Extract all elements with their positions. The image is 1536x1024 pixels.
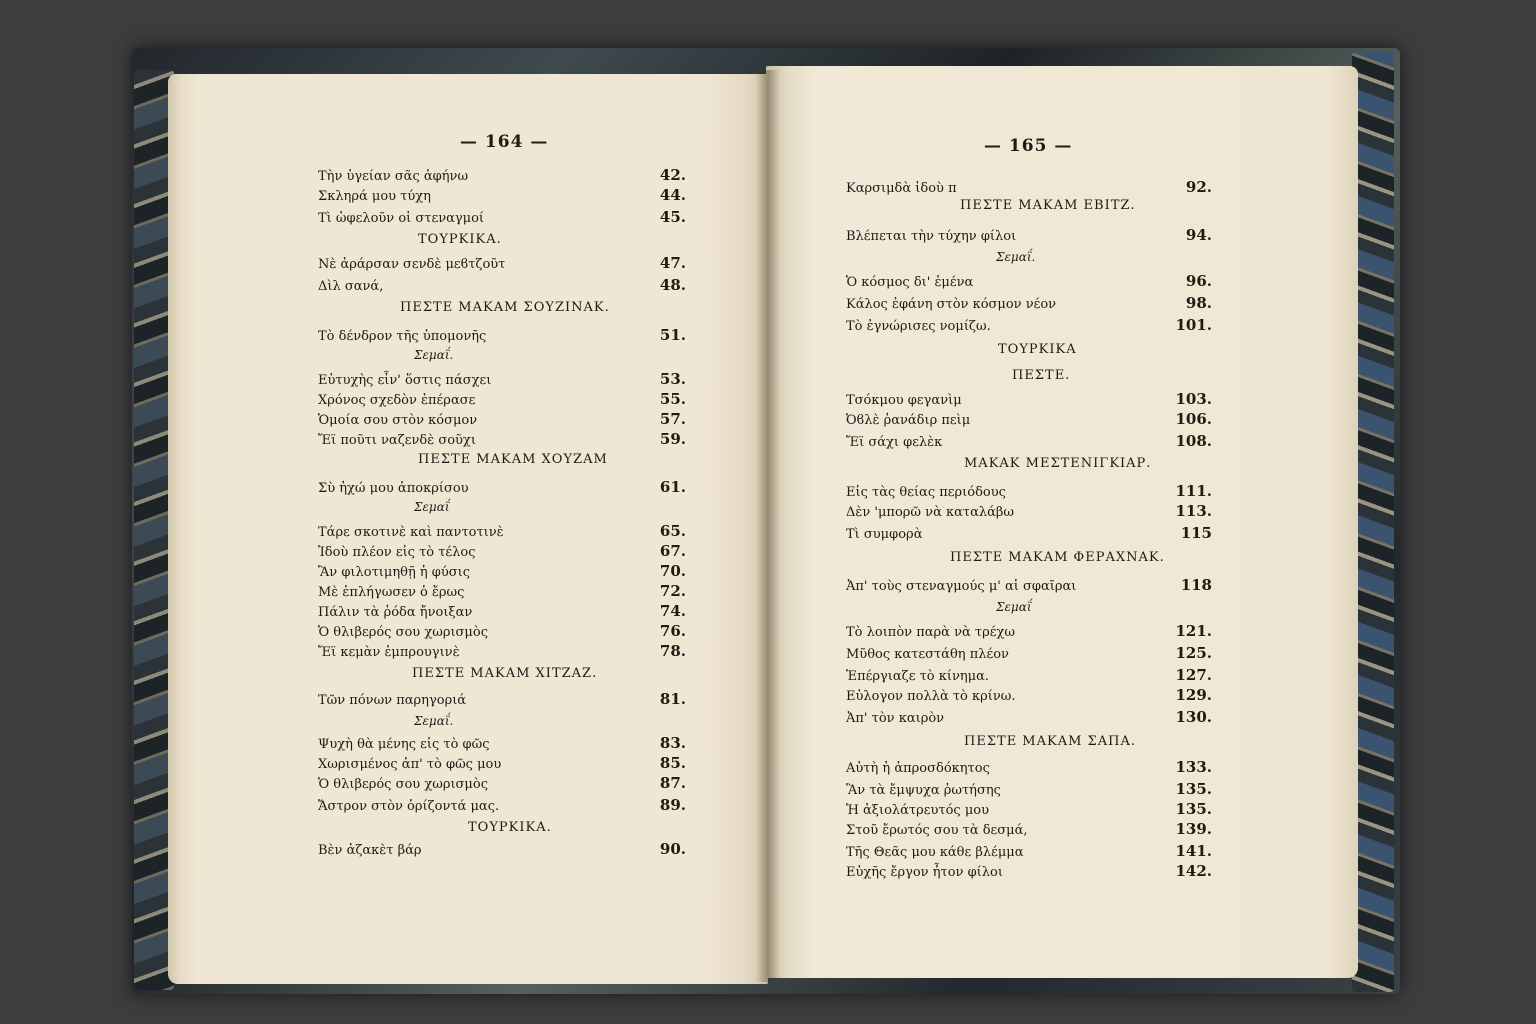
entry-page-number: 87. (659, 774, 686, 792)
index-entry (318, 690, 686, 710)
entry-page-number: 55. (659, 390, 686, 408)
entry-title: Ἀπ' τοὺς στεναγμούς μ' αἱ σφαῖραι (846, 579, 1077, 594)
entry-page-number: 101. (1175, 316, 1212, 334)
index-entry (846, 502, 1212, 522)
entry-title: Σκληρά μου τύχη (318, 189, 431, 204)
entry-page-number: 111. (1175, 482, 1212, 500)
entry-page-number: 135. (1175, 780, 1212, 798)
entry-page-number: 103. (1175, 390, 1212, 408)
entry-title: Ὀϐλὲ ῥανάδιρ πεὶμ (846, 413, 971, 428)
entry-page-number: 81. (659, 690, 686, 708)
entry-title: Στοῦ ἔρωτός σου τὰ δεσμά, (846, 823, 1028, 838)
entry-page-number: 89. (659, 796, 686, 814)
index-entry (846, 272, 1212, 292)
index-entry (318, 562, 686, 582)
entry-title: Ψυχὴ θὰ μένης εἰς τὸ φῶς (318, 737, 490, 752)
entry-title: Εὐτυχὴς εἶν' ὅστις πάσχει (318, 373, 492, 388)
entry-title: Τὶ ὠφελοῦν οἱ στεναγμοί (318, 211, 485, 226)
entry-page-number: 51. (659, 326, 686, 344)
entry-page-number: 74. (659, 602, 686, 620)
index-entry (318, 582, 686, 602)
index-entry (318, 276, 686, 296)
index-entry (846, 294, 1212, 314)
right-page (766, 66, 1358, 978)
section-heading: ΠΕΣΤΕ ΜΑΚΑΜ ΧΟΥΖΑΜ (418, 452, 608, 467)
index-entry (318, 430, 686, 450)
entry-page-number: 118 (1180, 576, 1212, 594)
entry-title: Βλέπεται τὴν τύχην φίλοι (846, 229, 1017, 244)
subsection-label: Σεμαΐ (414, 500, 450, 514)
entry-title: Χρόνος σχεδὸν ἐπέρασε (318, 393, 476, 408)
entry-page-number: 85. (659, 754, 686, 772)
entry-page-number: 72. (659, 582, 686, 600)
index-entry (846, 820, 1212, 840)
entry-title: Ὁ κόσμος δι' ἐμένα (846, 275, 974, 290)
entry-title: Μὲ ἐπλήγωσεν ὁ ἔρως (318, 585, 465, 600)
index-entry (846, 708, 1212, 728)
index-entry (846, 842, 1212, 862)
index-entry (846, 178, 1212, 198)
entry-title: Τάρε σκοτινὲ καὶ παντοτινὲ (318, 525, 504, 540)
index-entry (846, 686, 1212, 706)
entry-page-number: 141. (1175, 842, 1212, 860)
index-entry (846, 226, 1212, 246)
entry-title: Τὶ συμφορὰ (846, 527, 923, 542)
index-entry (318, 326, 686, 346)
entry-title: Τὸ δένδρον τῆς ὑπομονῆς (318, 329, 487, 344)
entry-title: Ἂν τὰ ἔμψυχα ῥωτήσης (846, 783, 1001, 798)
entry-title: Τῆς Θεᾶς μου κάθε βλέμμα (846, 845, 1024, 860)
index-entry (318, 410, 686, 430)
entry-title: Ἡ ἀξιολάτρευτός μου (846, 803, 989, 818)
index-entry (846, 622, 1212, 642)
page-number: — 164 — (460, 132, 549, 152)
entry-title: Τσόκμου φεγανὶμ (846, 393, 962, 408)
entry-title: Καρσιμδὰ ἰδοὺ π (846, 181, 957, 196)
section-heading: ΜΑΚΑΚ ΜΕΣΤΕΝΙΓΚΙΑΡ. (964, 456, 1152, 471)
index-entry (318, 542, 686, 562)
entry-page-number: 96. (1185, 272, 1212, 290)
entry-page-number: 129. (1175, 686, 1212, 704)
entry-title: Ἐπέργιαζε τὸ κίνημα. (846, 669, 989, 684)
entry-page-number: 70. (659, 562, 686, 580)
entry-title: Ὁμοία σου στὸν κόσμον (318, 413, 478, 428)
entry-page-number: 106. (1175, 410, 1212, 428)
index-entry (846, 432, 1212, 452)
index-entry (318, 390, 686, 410)
entry-title: Ἔϊ σάχι φελὲκ (846, 435, 943, 450)
index-entry (846, 576, 1212, 596)
entry-page-number: 142. (1175, 862, 1212, 880)
index-entry (318, 734, 686, 754)
entry-page-number: 44. (659, 186, 686, 204)
marbled-board-right (1352, 52, 1394, 992)
index-entry (318, 774, 686, 794)
entry-page-number: 135. (1175, 800, 1212, 818)
entry-page-number: 90. (659, 840, 686, 858)
entry-title: Ἄστρον στὸν ὁρίζοντά μας. (318, 799, 500, 814)
entry-page-number: 59. (659, 430, 686, 448)
index-entry (318, 642, 686, 662)
subsection-label: Σεμαΐ. (414, 348, 454, 362)
entry-page-number: 67. (659, 542, 686, 560)
section-heading: ΠΕΣΤΕ ΜΑΚΑΜ ΕΒΙΤΖ. (960, 198, 1136, 213)
entry-title: Σὺ ἠχώ μου ἀποκρίσου (318, 481, 469, 496)
index-entry (318, 622, 686, 642)
entry-title: Μῦθος κατεστάθη πλέον (846, 647, 1009, 662)
entry-title: Δὲν 'μπορῶ νὰ καταλάβω (846, 505, 1014, 520)
section-heading: ΠΕΣΤΕ ΜΑΚΑΜ ΣΟΥΖΙΝΑΚ. (400, 300, 610, 315)
entry-page-number: 108. (1175, 432, 1212, 450)
index-entry (846, 390, 1212, 410)
left-page (168, 74, 768, 984)
section-heading: ΤΟΥΡΚΙΚΑ (998, 342, 1077, 357)
section-heading: ΠΕΣΤΕ. (1012, 368, 1071, 383)
entry-title: Χωρισμένος ἀπ' τὸ φῶς μου (318, 757, 502, 772)
entry-page-number: 127. (1175, 666, 1212, 684)
section-heading: ΠΕΣΤΕ ΜΑΚΑΜ ΧΙΤΖΑΖ. (412, 666, 598, 681)
section-heading: ΠΕΣΤΕ ΜΑΚΑΜ ΣΑΠΑ. (964, 734, 1136, 749)
entry-page-number: 139. (1175, 820, 1212, 838)
index-entry (846, 666, 1212, 686)
entry-page-number: 47. (659, 254, 686, 272)
entry-title: Ἂν φιλοτιμηθῇ ἡ φύσις (318, 565, 471, 580)
index-entry (846, 758, 1212, 778)
index-entry (318, 522, 686, 542)
entry-title: Ἔϊ ποῦτι ναζενδὲ σοῦχι (318, 433, 476, 448)
subsection-label: Σεμαΐ. (414, 714, 454, 728)
index-entry (318, 796, 686, 816)
index-entry (846, 800, 1212, 820)
index-entry (846, 524, 1212, 544)
entry-page-number: 94. (1185, 226, 1212, 244)
index-entry (318, 602, 686, 622)
entry-title: Ὁ θλιβερός σου χωρισμὸς (318, 625, 488, 640)
entry-page-number: 42. (659, 166, 686, 184)
index-entry (846, 316, 1212, 336)
entry-page-number: 133. (1175, 758, 1212, 776)
index-entry (318, 166, 686, 186)
entry-title: Εἰς τὰς θείας περιόδους (846, 485, 1006, 500)
entry-title: Κάλος ἐφάνη στὸν κόσμον νέον (846, 297, 1057, 312)
entry-title: Ὁ θλιβερός σου χωρισμὸς (318, 777, 488, 792)
entry-page-number: 115 (1180, 524, 1212, 542)
entry-page-number: 48. (659, 276, 686, 294)
index-entry (318, 840, 686, 860)
entry-title: Ἀπ' τὸν καιρὸν (846, 711, 945, 726)
entry-page-number: 78. (659, 642, 686, 660)
index-entry (318, 254, 686, 274)
index-entry (846, 410, 1212, 430)
entry-page-number: 121. (1175, 622, 1212, 640)
entry-title: Τὸ ἐγνώρισες νομίζω. (846, 319, 991, 334)
entry-page-number: 92. (1185, 178, 1212, 196)
index-entry (846, 644, 1212, 664)
entry-title: Εὐχῆς ἔργον ἦτον φίλοι (846, 865, 1003, 880)
entry-page-number: 113. (1175, 502, 1212, 520)
section-heading: ΠΕΣΤΕ ΜΑΚΑΜ ΦΕΡΑΧΝΑΚ. (950, 550, 1165, 565)
entry-title: Εὐλογον πολλὰ τὸ κρίνω. (846, 689, 1016, 704)
index-entry (846, 482, 1212, 502)
index-entry (318, 370, 686, 390)
section-heading: ΤΟΥΡΚΙΚΑ. (418, 232, 502, 247)
entry-page-number: 83. (659, 734, 686, 752)
entry-page-number: 98. (1185, 294, 1212, 312)
entry-title: Ἰδοὺ πλέον εἰς τὸ τέλος (318, 545, 476, 560)
index-entry (318, 208, 686, 228)
entry-page-number: 57. (659, 410, 686, 428)
page-number: — 165 — (984, 136, 1073, 156)
entry-page-number: 125. (1175, 644, 1212, 662)
entry-title: Τὸ λοιπὸν παρὰ νὰ τρέχω (846, 625, 1015, 640)
book-gutter (756, 70, 780, 982)
section-heading: ΤΟΥΡΚΙΚΑ. (468, 820, 552, 835)
entry-title: Πάλιν τὰ ῥόδα ἤνοιξαν (318, 605, 473, 620)
entry-page-number: 45. (659, 208, 686, 226)
entry-title: Δὶλ σανά, (318, 279, 384, 294)
index-entry (318, 478, 686, 498)
entry-title: Τῶν πόνων παρηγοριά (318, 693, 467, 708)
entry-title: Ἔϊ κεμὰν ἐμπρουγινὲ (318, 645, 460, 660)
entry-page-number: 53. (659, 370, 686, 388)
index-entry (318, 186, 686, 206)
entry-title: Βὲν ἀζακὲτ βάρ (318, 843, 422, 858)
entry-page-number: 76. (659, 622, 686, 640)
subsection-label: Σεμαΐ. (996, 250, 1036, 264)
entry-title: Νὲ ἀράρσαν σενδὲ μεϐτζοῦτ (318, 257, 506, 272)
index-entry (846, 780, 1212, 800)
entry-page-number: 130. (1175, 708, 1212, 726)
entry-title: Αὐτὴ ἡ ἀπροσδόκητος (846, 761, 990, 776)
index-entry (846, 862, 1212, 882)
entry-page-number: 61. (659, 478, 686, 496)
index-entry (318, 754, 686, 774)
entry-title: Τὴν ὑγείαν σᾶς ἀφήνω (318, 169, 469, 184)
subsection-label: Σεμαΐ (996, 600, 1032, 614)
entry-page-number: 65. (659, 522, 686, 540)
